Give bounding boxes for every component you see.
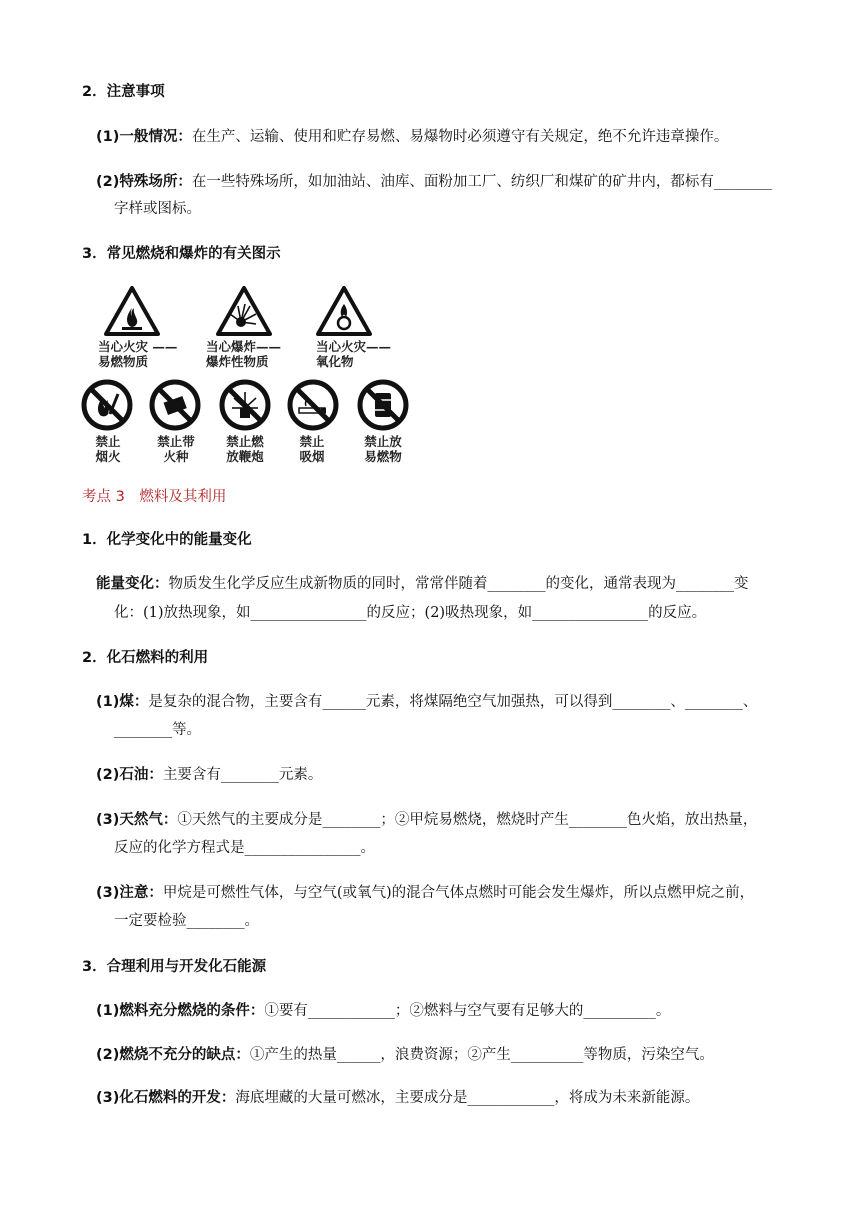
- no-flammables-caption: 禁止放 易燃物: [364, 434, 402, 464]
- paragraph-special-places: [96, 172, 772, 192]
- no-smoking-icon: [286, 378, 340, 432]
- label-petroleum: (2)石油：: [96, 767, 163, 783]
- text-coal: 是复杂的混合物，主要含有______元素，将煤隔绝空气加强热，可以得到________、________、: [148, 694, 758, 710]
- no-fireworks-caption: 禁止燃 放鞭炮: [226, 434, 264, 464]
- section-title-precautions: 2．注意事项: [82, 84, 165, 100]
- paragraph-energy-change: [96, 574, 749, 594]
- label-general-case: (1)一般情况：: [96, 129, 192, 145]
- label-incomplete-combustion: (2)燃烧不充分的缺点：: [96, 1047, 250, 1063]
- warning-explosion-icon: [216, 286, 272, 336]
- paragraph-incomplete-combustion: [96, 1045, 714, 1065]
- warning-flammable-caption: 当心火灾 —— 易燃物质: [98, 339, 178, 369]
- paragraph-natural-gas: [96, 810, 757, 830]
- label-natural-gas: (3)天然气：: [96, 812, 178, 828]
- text-special-places: 在一些特殊场所，如加油站、油库、面粉加工厂、纺织厂和煤矿的矿井内，都标有________: [191, 174, 772, 190]
- warning-oxidizer-caption: 当心火灾—— 氧化物: [316, 339, 392, 369]
- section-title-fossil-fuels: 2．化石燃料的利用: [82, 650, 209, 666]
- text-general-case: 在生产、运输、使用和贮存易燃、易爆物时必须遵守有关规定，绝不允许违章操作。: [191, 129, 729, 145]
- text-energy-change-2: 化：(1)放热现象，如________________的反应；(2)吸热现象，如________________的反应。: [114, 605, 707, 621]
- no-fire-source-icon: [148, 378, 202, 432]
- paragraph-petroleum: [96, 765, 322, 785]
- warning-oxidizer-icon: [316, 286, 372, 336]
- no-open-flame-caption: 禁止 烟火: [95, 434, 121, 464]
- label-complete-combustion: (1)燃料充分燃烧的条件：: [96, 1003, 265, 1019]
- text-fossil-development: 海底埋藏的大量可燃冰，主要成分是____________，将成为未来新能源。: [235, 1090, 700, 1106]
- label-energy-change: 能量变化：: [96, 576, 169, 592]
- section-title-signs: 3．常见燃烧和爆炸的有关图示: [82, 246, 281, 262]
- label-caution: (3)注意：: [96, 885, 163, 901]
- text-energy-change-1: 物质发生化学反应生成新物质的同时，常常伴随着________的变化，通常表现为________变: [168, 576, 749, 592]
- section-title-energy-change: 1．化学变化中的能量变化: [82, 532, 252, 548]
- paragraph-complete-combustion: [96, 1001, 670, 1021]
- text-petroleum: 主要含有________元素。: [162, 767, 323, 783]
- label-coal: (1)煤：: [96, 694, 149, 710]
- text-caution-cont: 一定要检验________。: [114, 913, 259, 929]
- paragraph-caution: [96, 883, 754, 903]
- warning-explosion-caption: 当心爆炸—— 爆炸性物质: [206, 339, 282, 369]
- text-complete-combustion: ①要有____________；②燃料与空气要有足够大的__________。: [264, 1003, 671, 1019]
- warning-flammable-icon: [104, 286, 160, 336]
- label-special-places: (2)特殊场所：: [96, 174, 192, 190]
- no-open-flame-icon: [80, 378, 134, 432]
- paragraph-fossil-development: [96, 1088, 699, 1108]
- label-fossil-development: (3)化石燃料的开发：: [96, 1090, 236, 1106]
- text-incomplete-combustion: ①产生的热量______，浪费资源；②产生__________等物质，污染空气。: [249, 1047, 714, 1063]
- text-caution: 甲烷是可燃性气体，与空气(或氧气)的混合气体点燃时可能会发生爆炸，所以点燃甲烷之前，: [162, 885, 755, 901]
- no-flammables-icon: [356, 378, 410, 432]
- no-fireworks-icon: [218, 378, 272, 432]
- exam-point-3-title: 考点 3 燃料及其利用: [82, 489, 227, 505]
- text-natural-gas-cont: 反应的化学方程式是________________。: [114, 840, 375, 856]
- no-smoking-caption: 禁止 吸烟: [299, 434, 325, 464]
- text-coal-cont: ________等。: [114, 722, 201, 738]
- text-natural-gas: ①天然气的主要成分是________；②甲烷易燃烧，燃烧时产生________色火焰，放出热量，: [177, 812, 758, 828]
- text-special-places-cont: 字样或图标。: [114, 201, 201, 217]
- paragraph-coal: [96, 692, 757, 712]
- paragraph-general-case: [96, 127, 728, 147]
- safety-signs-figure: [80, 286, 410, 466]
- no-fire-source-caption: 禁止带 火种: [157, 434, 195, 464]
- section-title-rational-use: 3．合理利用与开发化石能源: [82, 959, 267, 975]
